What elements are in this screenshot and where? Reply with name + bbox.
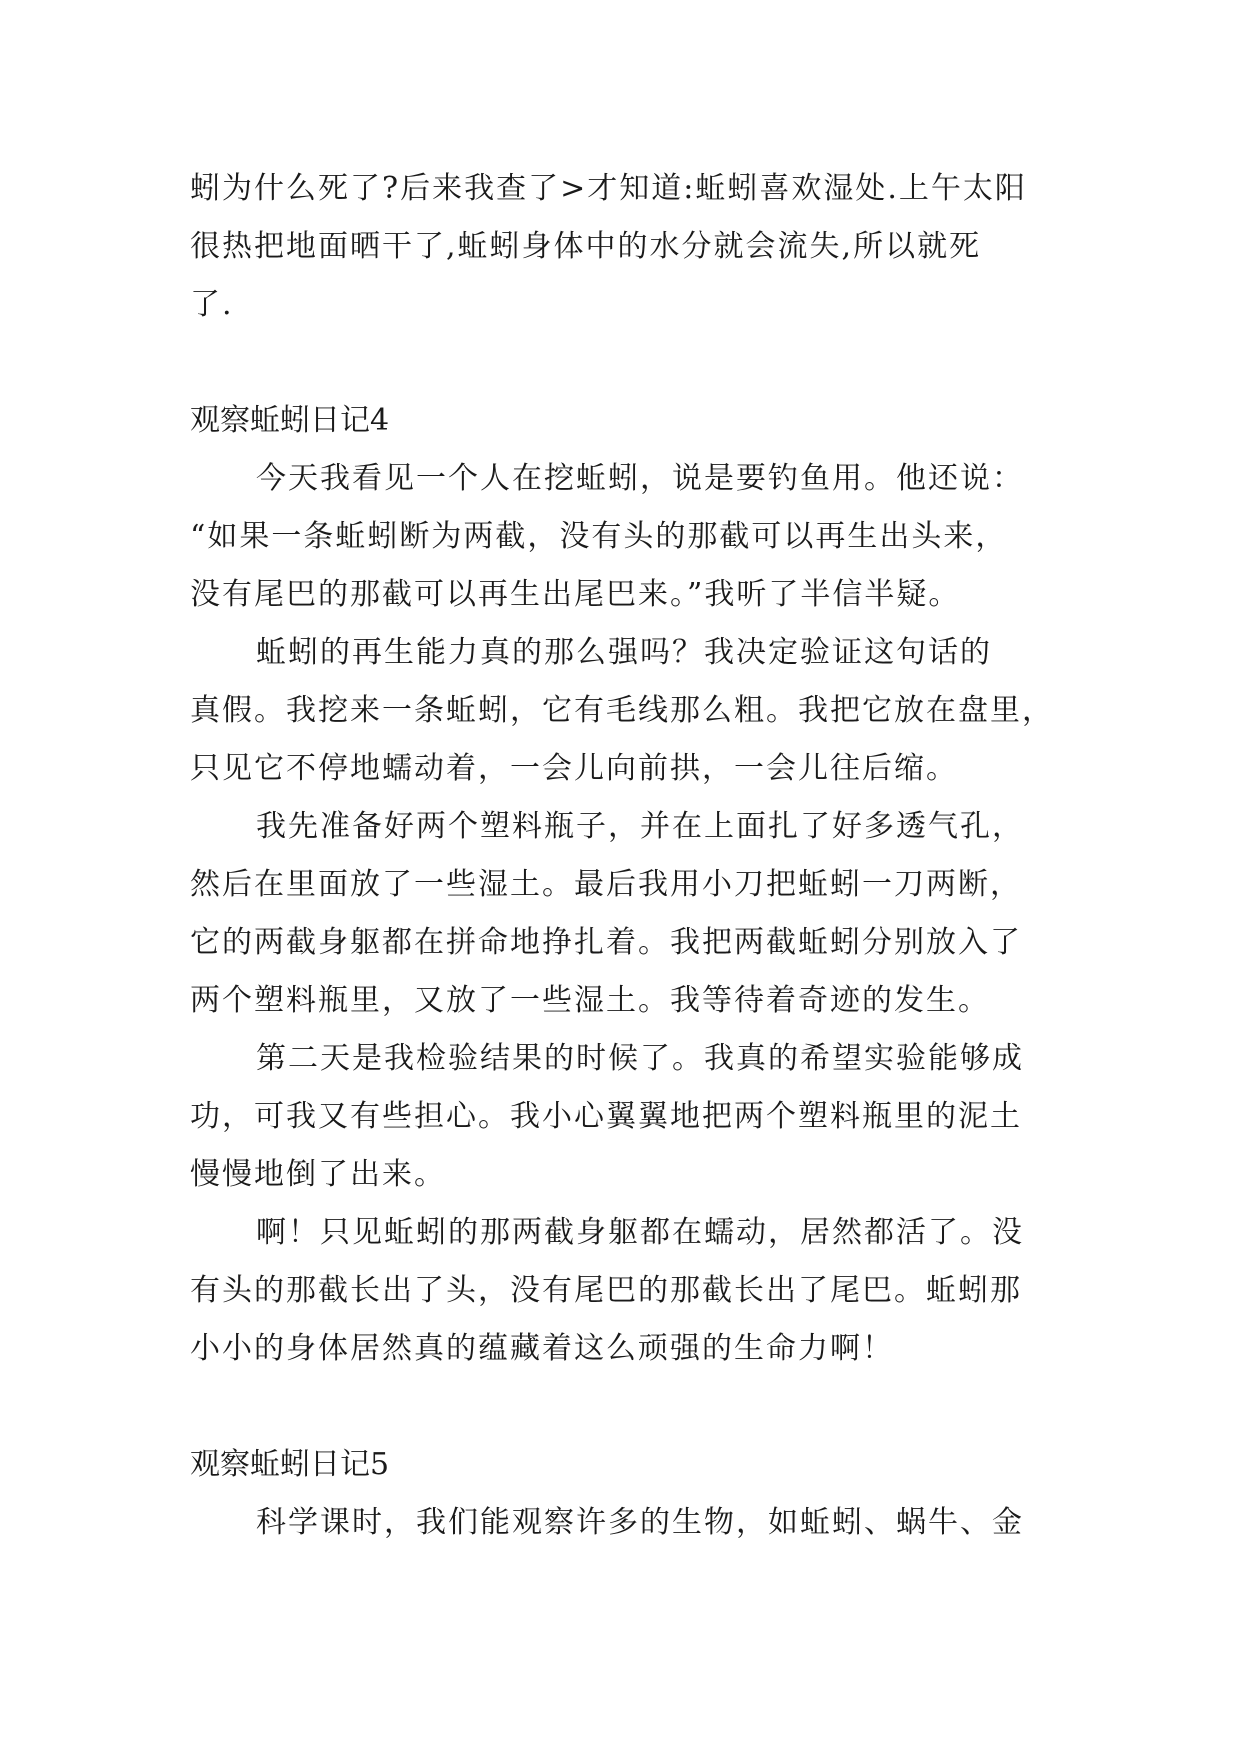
text-line: 然后在里面放了一些湿土。最后我用小刀把蚯蚓一刀两断，	[190, 867, 1022, 902]
text-line: 啊！只见蚯蚓的那两截身躯都在蠕动，居然都活了。没	[256, 1215, 1024, 1250]
text-line: 很热把地面晒干了,蚯蚓身体中的水分就会流失,所以就死	[190, 229, 982, 264]
text-line: 蚓为什么死了?后来我查了>才知道:蚯蚓喜欢湿处.上午太阳	[190, 171, 1027, 206]
section-3-tail	[190, 160, 1050, 334]
paragraph	[190, 1030, 1050, 1204]
text-line: 今天我看见一个人在挖蚯蚓，说是要钓鱼用。他还说：	[256, 461, 1024, 496]
paragraph	[190, 798, 1050, 1030]
paragraph	[190, 450, 1050, 624]
section-gap	[190, 334, 1050, 392]
text-line: 有头的那截长出了头，没有尾巴的那截长出了尾巴。蚯蚓那	[190, 1273, 1022, 1308]
section-title: 观察蚯蚓日记5	[190, 1447, 390, 1482]
document-body	[190, 160, 1054, 1552]
text-line: 功，可我又有些担心。我小心翼翼地把两个塑料瓶里的泥土	[190, 1099, 1022, 1134]
text-line: 蚯蚓的再生能力真的那么强吗？我决定验证这句话的	[256, 635, 992, 670]
text-line: 真假。我挖来一条蚯蚓，它有毛线那么粗。我把它放在盘里，	[190, 693, 1054, 728]
text-line: 第二天是我检验结果的时候了。我真的希望实验能够成	[256, 1041, 1024, 1076]
text-line: 慢慢地倒了出来。	[190, 1157, 446, 1192]
text-line: 我先准备好两个塑料瓶子，并在上面扎了好多透气孔，	[256, 809, 1024, 844]
paragraph	[190, 624, 1054, 798]
section-gap	[190, 1378, 1050, 1436]
text-line: 科学课时，我们能观察许多的生物，如蚯蚓、蜗牛、金	[256, 1505, 1024, 1540]
text-line: 小小的身体居然真的蕴藏着这么顽强的生命力啊！	[190, 1331, 894, 1366]
paragraph	[190, 1494, 1050, 1552]
text-line: 两个塑料瓶里，又放了一些湿土。我等待着奇迹的发生。	[190, 983, 990, 1018]
section-4	[190, 392, 1054, 1378]
section-5	[190, 1436, 1050, 1552]
text-line: 只见它不停地蠕动着，一会儿向前拱，一会儿往后缩。	[190, 751, 958, 786]
text-line: 了.	[190, 287, 234, 322]
section-title: 观察蚯蚓日记4	[190, 403, 390, 438]
paragraph	[190, 1204, 1050, 1378]
text-line: 没有尾巴的那截可以再生出尾巴来。”我听了半信半疑。	[190, 577, 961, 612]
text-line: 它的两截身躯都在拼命地挣扎着。我把两截蚯蚓分别放入了	[190, 925, 1022, 960]
text-line: “如果一条蚯蚓断为两截，没有头的那截可以再生出头来，	[190, 519, 1008, 554]
